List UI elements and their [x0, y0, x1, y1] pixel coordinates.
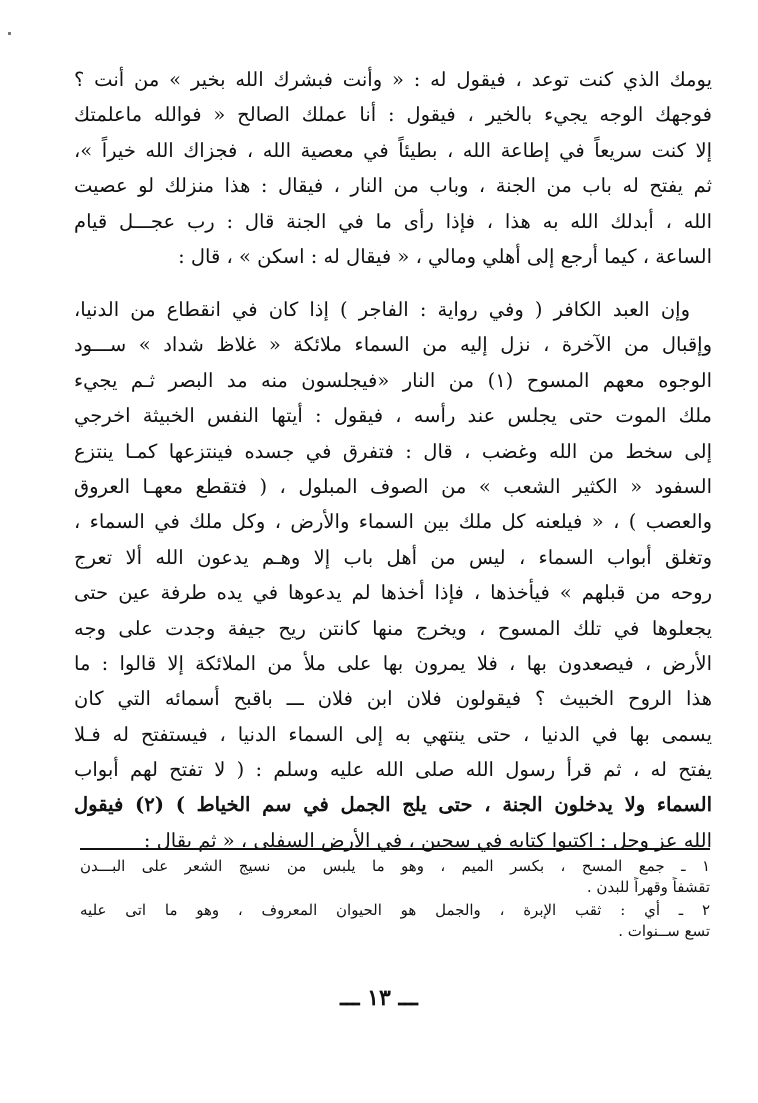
footnote-line: تقشفاً وقهراً للبدن . — [586, 877, 710, 896]
paragraph-2 — [74, 292, 712, 858]
text-line: يسمى بها في الدنيا ، حتى ينتهي به إلى السماء الدنيا ، فيستفتح له فـلا — [74, 722, 712, 746]
paragraph-1 — [74, 62, 712, 274]
footnote-line: ١ ـ جمع المسح ، بكسر الميم ، وهو ما يلبس من نسيج الشعر على البـــدن — [80, 857, 710, 875]
footnotes — [80, 856, 710, 941]
text-line: الله عز وجل : اكتبوا كتابه في سجين ، في الأرض السفلى ، « ثم يقال : — [143, 828, 712, 852]
quran-verse-line: يفتح له ، ثم قرأ رسول الله صلى الله عليه وسلم : ( لا تفتح لهم أبواب — [74, 758, 712, 782]
text-line: إلا كنت سريعاً في إطاعة الله ، بطيئاً في معصية الله ، فجزاك الله خيراً »، — [74, 138, 712, 162]
text-line: يومك الذي كنت توعد ، فيقول له : « وأنت فبشرك الله بخير » من أنت ؟ — [74, 68, 712, 91]
text-line: هذا الروح الخبيث ؟ فيقولون فلان ابن فلان ـــ باقبح أسمائه التي كان — [74, 687, 712, 711]
footnote-1 — [80, 856, 710, 897]
text-line: الأرض ، فيصعدون بها ، فلا يمرون بها على ملأ من الملائكة إلا قالوا : ما — [74, 651, 712, 675]
text-line: إلى سخط من الله وغضب ، قال : فتفرق في جسده فينتزعها كمـا ينتزع — [74, 439, 712, 463]
footnote-divider — [80, 848, 710, 850]
text-line: الوجوه معهم المسوح (١) من النار «فيجلسون منه مد البصر ثـم يجيء — [74, 368, 712, 392]
page-number: ـــ ١٣ ـــ — [340, 985, 418, 1011]
footnote-line: تسع ســنوات . — [618, 921, 710, 940]
text-line: روحه من قبلهم » فيأخذها ، فإذا أخذها لم يدعوها في يده طرفة عين حتى — [74, 581, 712, 605]
footnote-2 — [80, 900, 710, 941]
text-line: يجعلوها في تلك المسوح ، ويخرج منها كانتن ريح جيفة وجدت على وجه — [74, 616, 712, 640]
text-line: الساعة ، كيما أرجع إلى أهلي ومالي ، « فيقال له : اسكن » ، قال : — [178, 244, 712, 268]
quran-verse-line: السماء ولا يدخلون الجنة ، حتى يلج الجمل في سم الخياط ) (٢) فيقول — [74, 793, 712, 817]
text-line: الله ، أبدلك الله به هذا ، فإذا رأى ما في الجنة قال : رب عجـــل قيام — [74, 209, 712, 233]
scan-mark — [8, 32, 11, 35]
text-line: وإقبال من الآخرة ، نزل إليه من السماء ملائكة « غلاظ شداد » ســـود — [74, 333, 712, 357]
text-line: وتغلق أبواب السماء ، ليس من أهل باب إلا وهـم يدعون الله ألا تعرج — [74, 545, 712, 569]
footnote-line: ٢ ـ أي : ثقب الإبرة ، والجمل هو الحيوان المعروف ، وهو ما اتى عليه — [80, 901, 710, 919]
text-line: وإن العبد الكافر ( وفي رواية : الفاجر ) إذا كان في انقطاع من الدنيا، — [74, 298, 690, 321]
text-line: فوجهك الوجه يجيء بالخير ، فيقول : أنا عملك الصالح « فوالله ماعلمتك — [74, 103, 712, 127]
text-line: ثم يفتح له باب من الجنة ، وباب من النار ، فيقال : هذا منزلك لو عصيت — [74, 174, 712, 198]
text-line: ملك الموت حتى يجلس عند رأسه ، فيقول : أيتها النفس الخبيثة اخرجي — [74, 404, 712, 428]
text-line: السفود « الكثير الشعب » من الصوف المبلول ، ( فتقطع معهـا العروق — [74, 474, 712, 498]
text-line: والعصب ) ، « فيلعنه كل ملك بين السماء والأرض ، وكل ملك في السماء ، — [74, 510, 712, 534]
